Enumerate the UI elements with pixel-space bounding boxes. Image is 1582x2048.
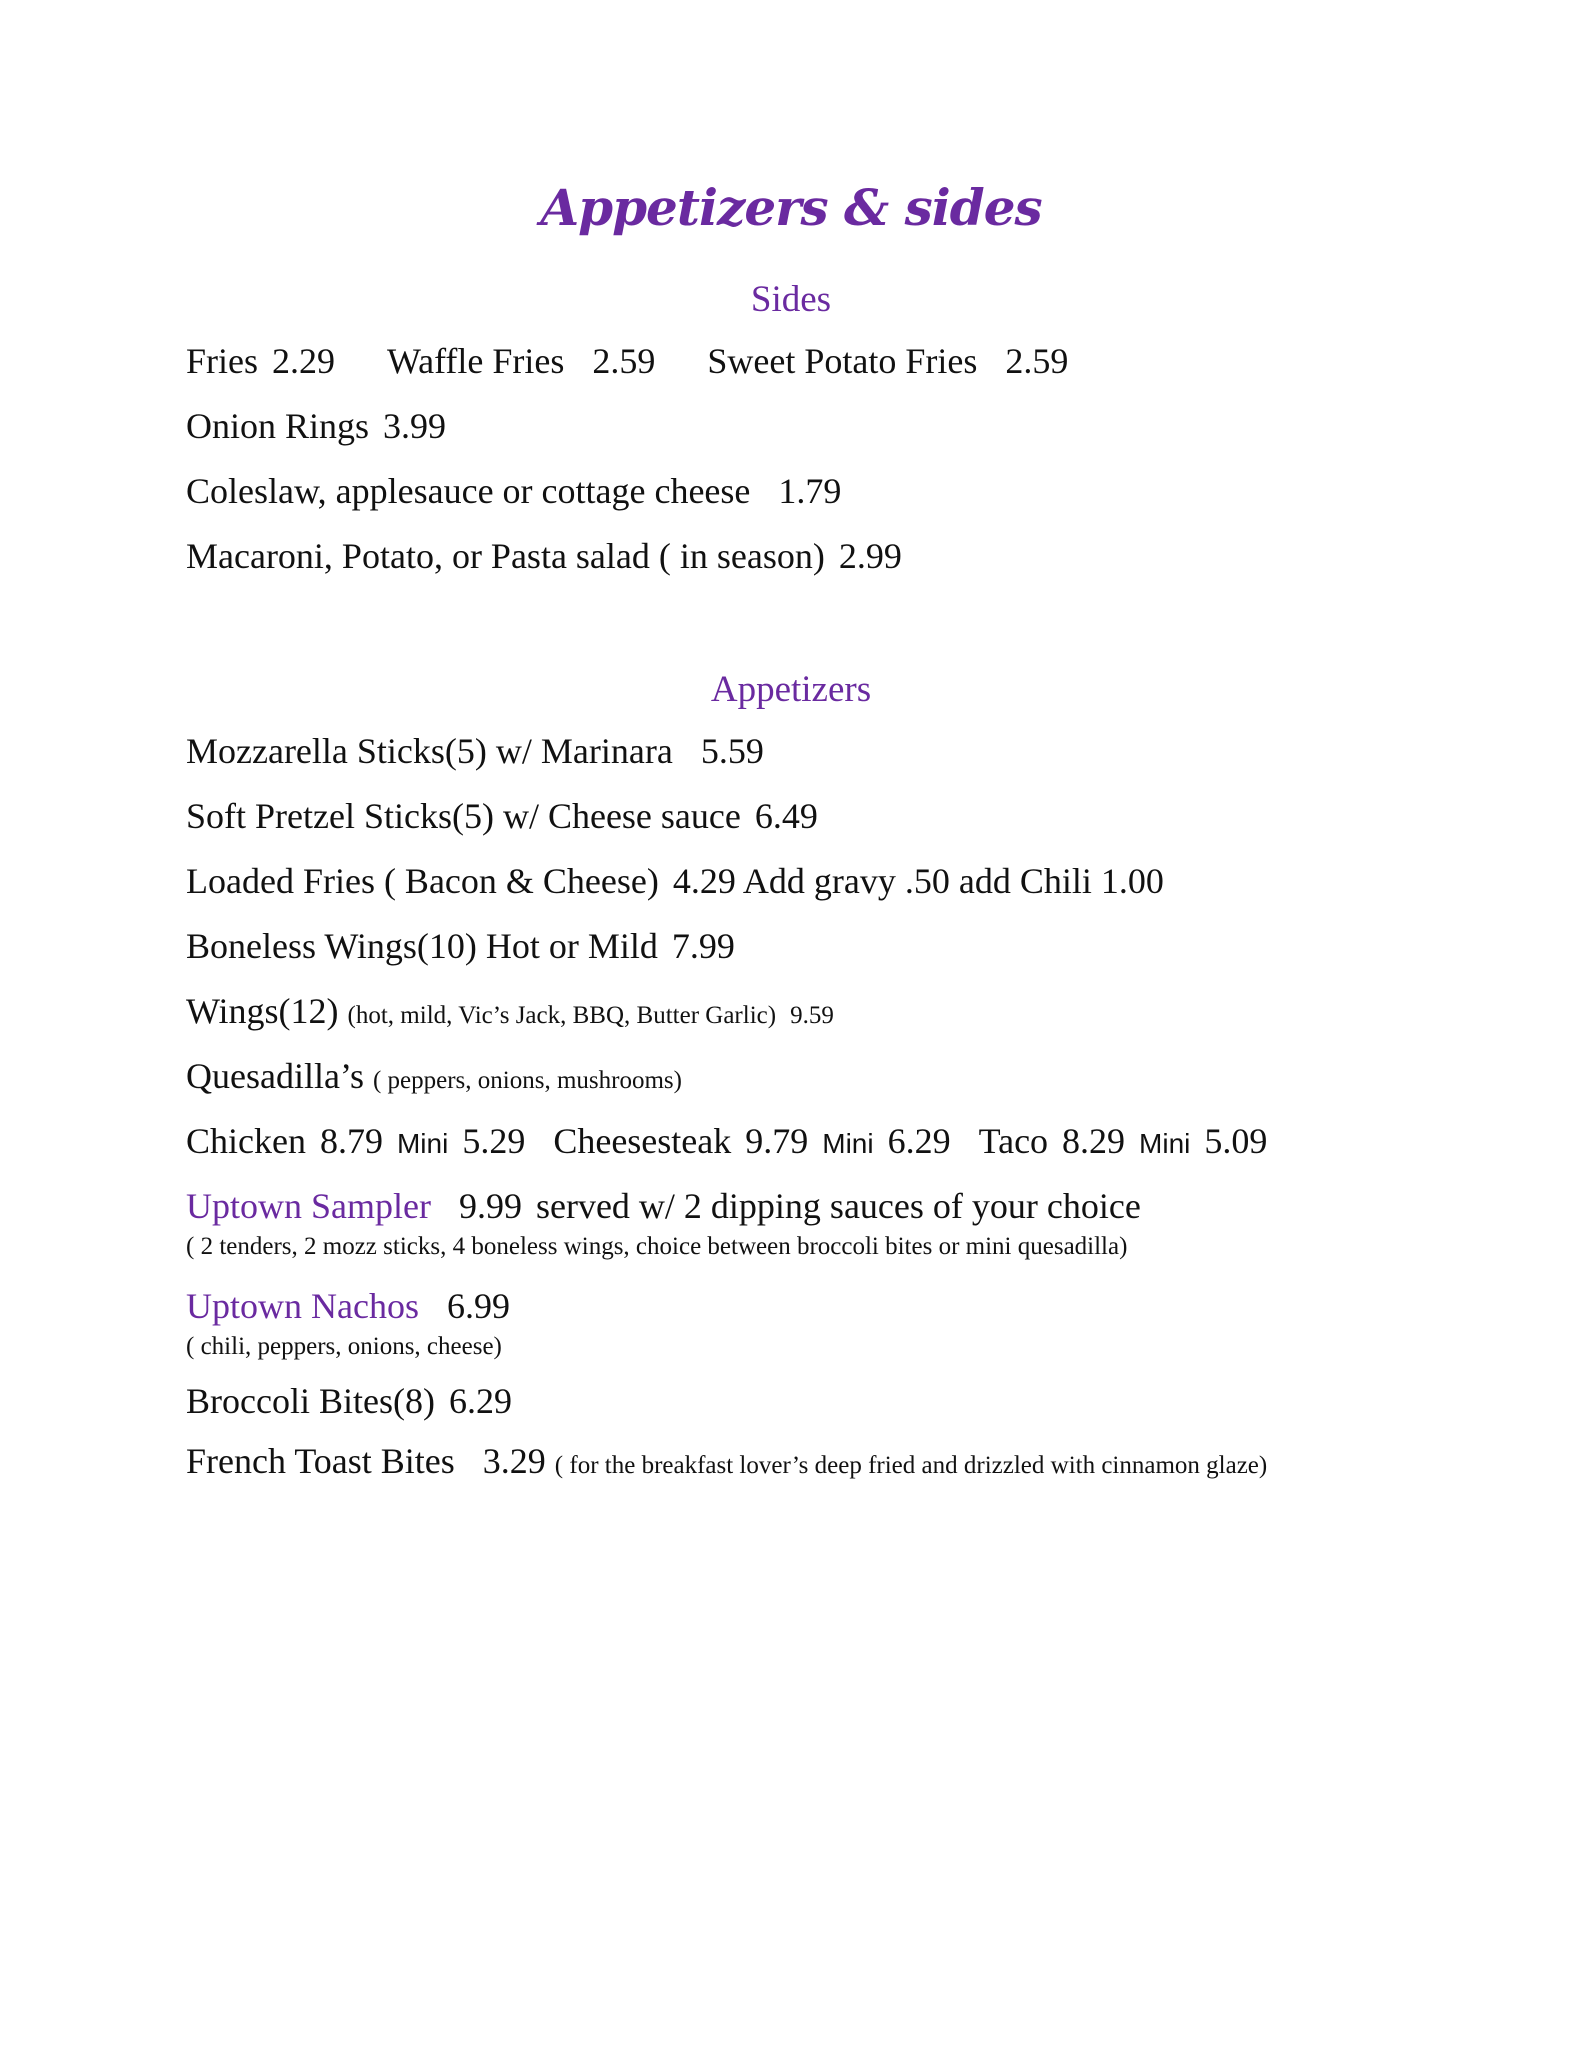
item-onion-rings: Onion Rings xyxy=(186,406,370,446)
item-waffle-fries: Waffle Fries xyxy=(387,341,565,381)
app-row-pretzel xyxy=(186,795,818,837)
sides-row-fries xyxy=(186,340,1068,382)
price-salads: 2.99 xyxy=(838,536,902,576)
app-row-quesadilla xyxy=(186,1055,682,1097)
loaded-fries-extras: Add gravy .50 add Chili 1.00 xyxy=(742,861,1164,901)
item-cheesesteak: Cheesesteak xyxy=(553,1121,732,1161)
french-toast-note: ( for the breakfast lover’s deep fried and drizzled with cinnamon glaze) xyxy=(554,1452,1268,1479)
page-title: Appetizers & sides xyxy=(540,178,1042,237)
price-wings: 9.59 xyxy=(790,1002,834,1029)
sides-row-salads xyxy=(186,535,902,577)
item-loaded-fries: Loaded Fries ( Bacon & Cheese) xyxy=(186,861,659,901)
wings-note: (hot, mild, Vic’s Jack, BBQ, Butter Garlic) xyxy=(347,1002,777,1029)
item-mozzarella-sticks: Mozzarella Sticks(5) w/ Marinara xyxy=(186,731,673,771)
price-sweet-potato-fries: 2.59 xyxy=(1005,341,1069,381)
app-row-loaded-fries xyxy=(186,860,1164,902)
item-uptown-nachos: Uptown Nachos xyxy=(186,1286,419,1326)
app-row-french-toast xyxy=(186,1440,1267,1482)
item-quesadilla: Quesadilla’s xyxy=(186,1056,364,1096)
nachos-note: ( chili, peppers, onions, cheese) xyxy=(186,1333,502,1360)
app-row-quesadilla-options xyxy=(186,1120,1267,1162)
app-row-boneless-wings xyxy=(186,925,735,967)
price-waffle-fries: 2.59 xyxy=(592,341,656,381)
quesadilla-note: ( peppers, onions, mushrooms) xyxy=(372,1067,682,1094)
price-mozzarella-sticks: 5.59 xyxy=(700,731,764,771)
price-chicken: 8.79 xyxy=(319,1121,383,1161)
price-onion-rings: 3.99 xyxy=(383,406,447,446)
item-sweet-potato-fries: Sweet Potato Fries xyxy=(707,341,978,381)
label-mini-chicken: Mini xyxy=(396,1128,449,1159)
price-boneless-wings: 7.99 xyxy=(671,926,735,966)
sides-row-onion-rings xyxy=(186,405,446,447)
sides-row-coleslaw xyxy=(186,470,841,512)
item-chicken: Chicken xyxy=(186,1121,306,1161)
item-wings: Wings(12) xyxy=(186,991,339,1031)
price-fries: 2.29 xyxy=(272,341,335,381)
app-row-broccoli xyxy=(186,1380,512,1422)
sampler-description: served w/ 2 dipping sauces of your choice xyxy=(535,1186,1141,1226)
price-cheesesteak: 9.79 xyxy=(745,1121,809,1161)
price-pretzel-sticks: 6.49 xyxy=(754,796,818,836)
price-cheesesteak-mini: 6.29 xyxy=(887,1121,951,1161)
price-uptown-nachos: 6.99 xyxy=(446,1286,510,1326)
price-chicken-mini: 5.29 xyxy=(462,1121,526,1161)
app-row-wings xyxy=(186,990,834,1032)
item-coleslaw: Coleslaw, applesauce or cottage cheese xyxy=(186,471,751,511)
app-row-nachos xyxy=(186,1285,510,1327)
price-taco-mini: 5.09 xyxy=(1204,1121,1268,1161)
item-taco: Taco xyxy=(978,1121,1049,1161)
label-mini-cheesesteak: Mini xyxy=(822,1128,874,1159)
item-pretzel-sticks: Soft Pretzel Sticks(5) w/ Cheese sauce xyxy=(186,796,741,836)
price-taco: 8.29 xyxy=(1062,1121,1126,1161)
item-uptown-sampler: Uptown Sampler xyxy=(186,1186,431,1226)
sides-heading: Sides xyxy=(750,279,832,320)
app-row-sampler xyxy=(186,1185,1141,1227)
label-mini-taco: Mini xyxy=(1139,1128,1191,1159)
price-coleslaw: 1.79 xyxy=(778,471,842,511)
price-loaded-fries: 4.29 xyxy=(672,861,736,901)
price-broccoli-bites: 6.29 xyxy=(448,1381,512,1421)
item-broccoli-bites: Broccoli Bites(8) xyxy=(186,1381,435,1421)
price-uptown-sampler: 9.99 xyxy=(458,1186,522,1226)
item-boneless-wings: Boneless Wings(10) Hot or Mild xyxy=(186,926,658,966)
item-french-toast-bites: French Toast Bites xyxy=(186,1441,455,1481)
app-row-mozzarella xyxy=(186,730,764,772)
item-fries: Fries xyxy=(186,341,258,381)
item-salads: Macaroni, Potato, or Pasta salad ( in season) xyxy=(186,536,825,576)
sampler-note: ( 2 tenders, 2 mozz sticks, 4 boneless wings, choice between broccoli bites or mini quesadilla) xyxy=(186,1233,1128,1260)
price-french-toast-bites: 3.29 xyxy=(482,1441,546,1481)
appetizers-heading: Appetizers xyxy=(710,669,872,710)
